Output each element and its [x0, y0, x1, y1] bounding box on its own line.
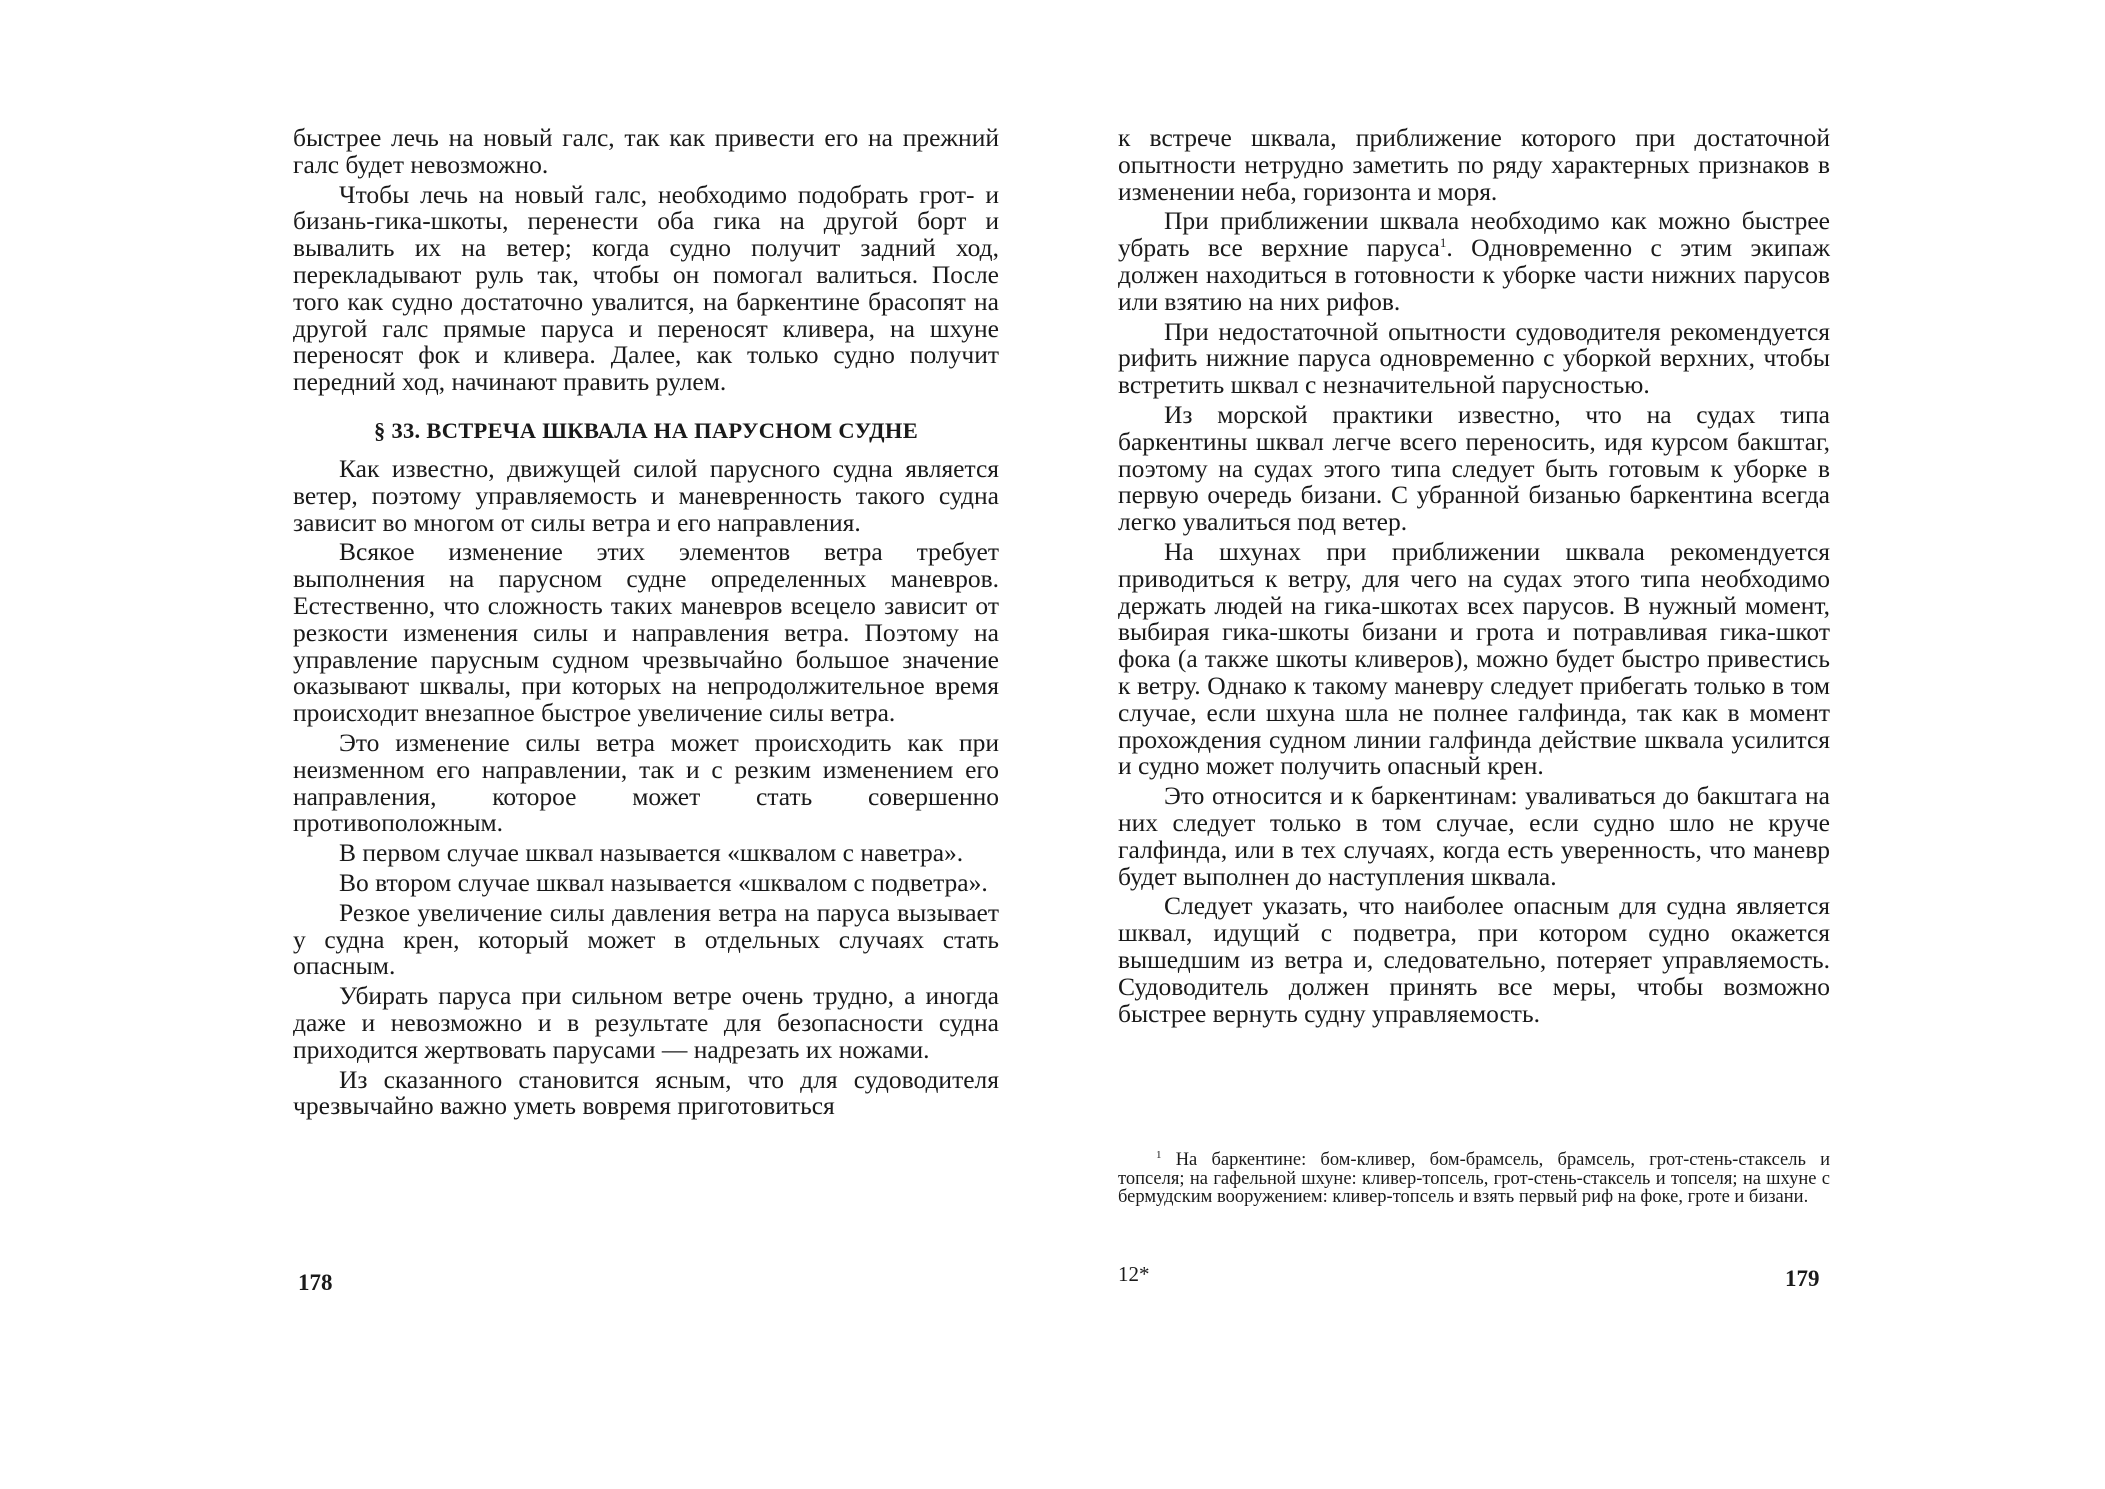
- left-page-text-column: [293, 125, 999, 1120]
- paragraph-text: При приближении шквала необходимо как можно быстрее убрать все верхние паруса: [1118, 206, 1830, 263]
- footnote-reference: 1: [1439, 235, 1447, 251]
- paragraph: Из сказанного становится ясным, что для судоводителя чрезвычайно важно уметь вовремя приготовиться: [293, 1064, 999, 1121]
- section-heading: § 33. ВСТРЕЧА ШКВАЛА НА ПАРУСНОМ СУДНЕ: [373, 417, 919, 443]
- paragraph: Из морской практики известно, что на судах типа баркентины шквал легче всего переносить, идя курсом бакштаг, поэтому на судах этого типа следует быть готовым к уборке в первую очередь бизани. С убранной бизанью баркентина всегда легко увалиться под ветер.: [1118, 399, 1830, 537]
- footnote-marker: 1: [1156, 1149, 1162, 1161]
- right-page-text-column: [1118, 125, 1830, 1027]
- paragraph: к встрече шквала, приближение которого при достаточной опытности нетрудно заметить по ряду характерных признаков в изменении неба, горизонта и моря.: [1118, 123, 1830, 206]
- printer-signature-mark: 12*: [1118, 1262, 1150, 1286]
- left-page: [0, 0, 1052, 1489]
- paragraph-text: . Одновременно с этим экипаж должен находиться в готовности к уборке части нижних парусов или взятию на них рифов.: [1118, 233, 1831, 316]
- paragraph: Всякое изменение этих элементов ветра требует выполнения на парусном судне определенных маневров. Естественно, что сложность таких маневров всецело зависит от резкости изменения силы и направления ветра. Поэтому на управление парусным судном чрезвычайно большое значение оказывают шквалы, при которых на непродолжительное время происходит внезапное быстрое увеличение силы ветра.: [293, 537, 999, 728]
- paragraph: Убирать паруса при сильном ветре очень трудно, а иногда даже и невозможно и в результате для безопасности судна приходится жертвовать парусами — надрезать их ножами.: [293, 981, 999, 1064]
- footnote-text: На баркентине: бом-кливер, бом-брамсель, брамсель, грот-стень-стаксель и топселя; на гафельной шхуне: кливер-топсель, грот-стень-стаксель и топселя; на шхуне с бермудским вооружением: кливер-топсель и взять первый риф на фоке, гроте и бизани.: [1118, 1150, 1830, 1208]
- paragraph: Следует указать, что наиболее опасным для судна является шквал, идущий с подветра, при котором судно окажется вышедшим из ветра и, следовательно, потеряет управляемость. Судоводитель должен принять все меры, чтобы возможно быстрее вернуть судну управляемость.: [1118, 891, 1830, 1028]
- paragraph: Это относится и к баркентинам: уваливаться до бакштага на них следует только в том случае, если судно шло не круче галфинда, или в тех случаях, когда есть уверенность, что маневр будет выполнен до наступления шквала.: [1118, 781, 1830, 891]
- paragraph: быстрее лечь на новый галс, так как привести его на прежний галс будет невозможно.: [293, 123, 999, 179]
- paragraph: Резкое увеличение силы давления ветра на паруса вызывает у судна крен, который может в отдельных случаях стать опасным.: [293, 897, 999, 981]
- paragraph: На шхунах при приближении шквала рекомендуется приводиться к ветру, для чего на судах этого типа необходимо держать людей на гика-шкотах всех парусов. В нужный момент, выбирая гика-шкоты бизани и грота и потравливая гика-шкот фока (а также шкоты кливеров), можно будет быстро привестись к ветру. Однако к такому маневру следует прибегать только в том случае, если шхуна шла не полнее галфинда, так как в момент прохождения судном линии галфинда действие шквала усилится и судно может получить опасный крен.: [1118, 536, 1830, 781]
- paragraph: Как известно, движущей силой парусного судна является ветер, поэтому управляемость и маневренность такого судна зависит во многом от силы ветра и его направления.: [293, 453, 999, 537]
- paragraph: В первом случае шквал называется «шквалом с наветра».: [339, 838, 964, 868]
- page-number: 178: [298, 1270, 333, 1295]
- page-number: 179: [1785, 1266, 1820, 1291]
- paragraph: При недостаточной опытности судоводителя рекомендуется рифить нижние паруса одновременно с уборкой верхних, чтобы встретить шквал с незначительной парусностью.: [1118, 316, 1830, 400]
- paragraph-with-footnote-ref: [1118, 208, 1830, 315]
- footnote-block: [1118, 1151, 1830, 1207]
- footnote: [1118, 1151, 1830, 1207]
- paragraph: Чтобы лечь на новый галс, необходимо подобрать грот- и бизань-гика-шкоты, перенести оба гика на другой борт и вывалить их на ветер; когда судно получит задний ход, перекладывают руль так, чтобы он помогал валиться. После того как судно достаточно увалится, на баркентине брасопят на другой галс прямые паруса и переносят кливера, на шхуне переносят фок и кливера. Далее, как только судно получит передний ход, начинают править рулем.: [293, 179, 999, 397]
- paragraph: Во втором случае шквал называется «шквалом с подветра».: [339, 867, 988, 897]
- right-page: [1052, 0, 2105, 1489]
- paragraph: Это изменение силы ветра может происходить как при неизменном его направлении, так и с резким изменением его направления, которое может стать совершенно противоположным.: [293, 727, 999, 838]
